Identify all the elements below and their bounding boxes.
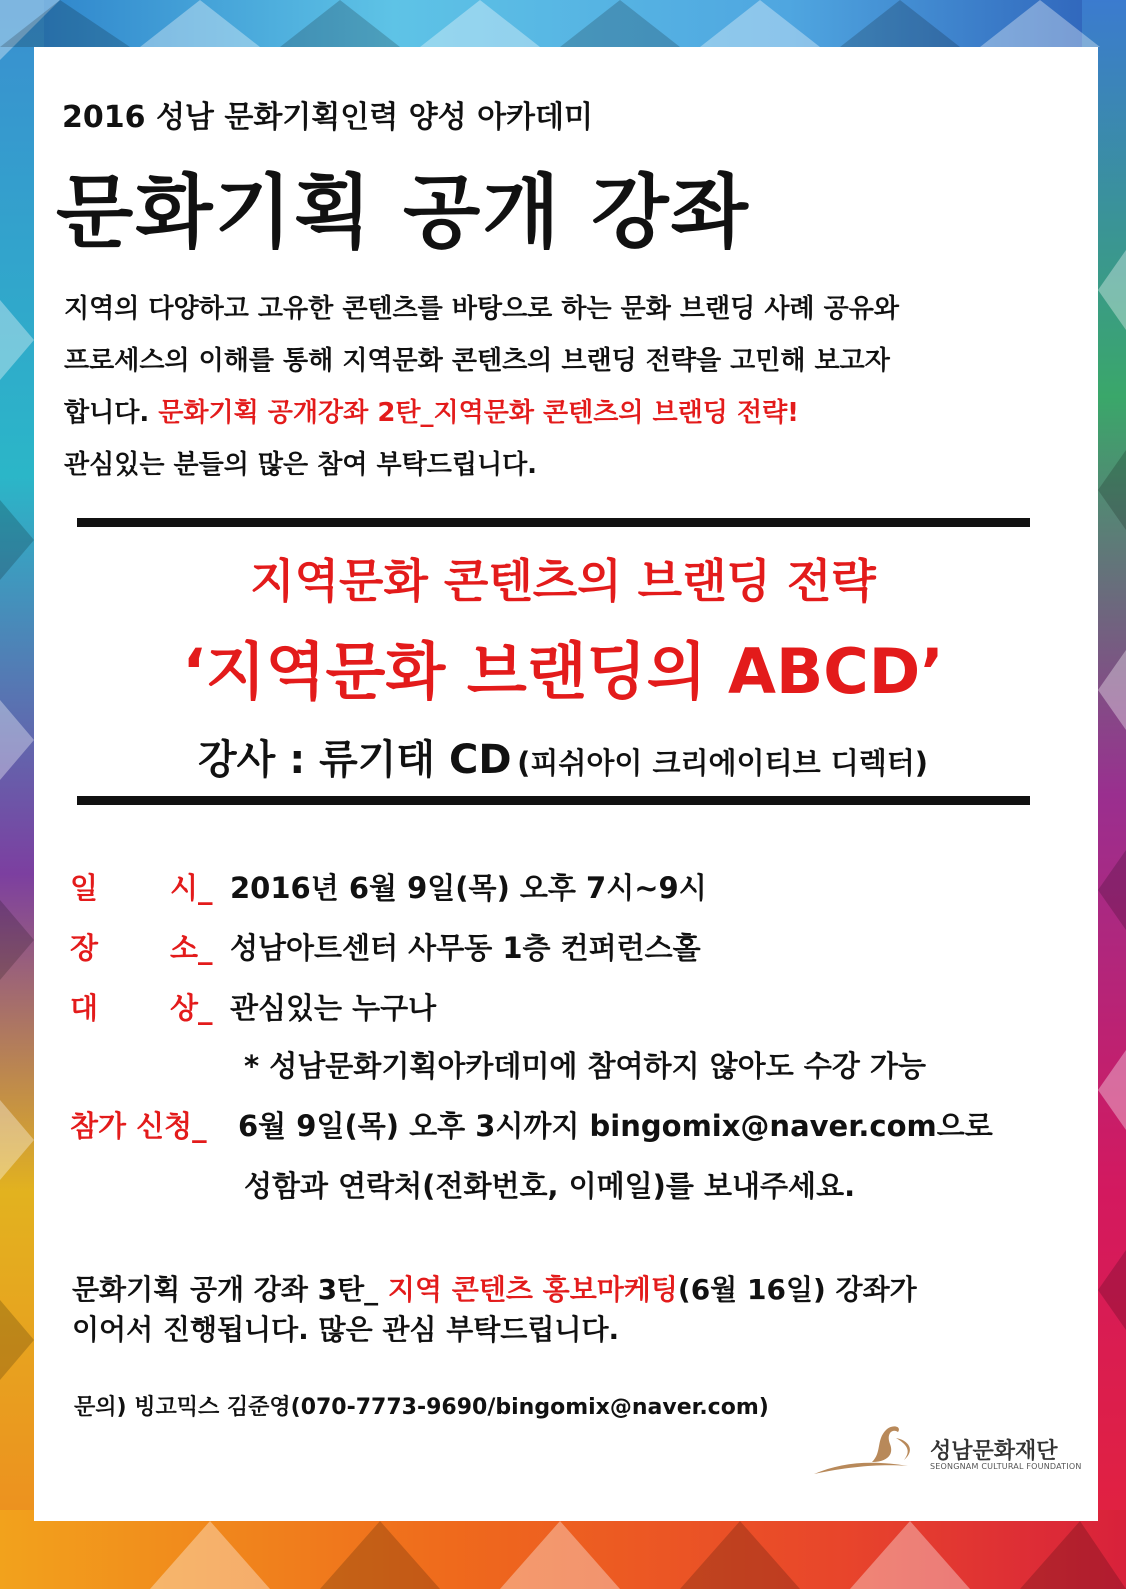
detail-target — [70, 986, 436, 1027]
detail-apply — [70, 1104, 993, 1145]
logo-english: SEONGNAM CULTURAL FOUNDATION — [930, 1462, 1082, 1471]
target-label-a: 대 — [70, 991, 99, 1025]
intro-highlight: 문화기획 공개강좌 2탄_지역문화 콘텐츠의 브랜딩 전략! — [158, 398, 800, 428]
intro-line-2: 프로세스의 이해를 통해 지역문화 콘텐츠의 브랜딩 전략을 고민해 보고자 — [64, 346, 890, 376]
next-lecture-line-2: 이어서 진행됩니다. 많은 관심 부탁드립니다. — [72, 1313, 620, 1346]
academy-title: 2016 성남 문화기획인력 양성 아카데미 — [62, 100, 593, 135]
lecturer-role: (피쉬아이 크리에이티브 디렉터) — [517, 746, 928, 780]
foundation-logo — [812, 1422, 1082, 1482]
lecturer-line — [0, 728, 1126, 785]
place-label-b: 소_ — [170, 931, 213, 965]
divider-top — [77, 518, 1030, 527]
next-lecture-line-1 — [72, 1268, 917, 1308]
swan-logo-icon — [812, 1422, 924, 1480]
apply-label: 참가 신청_ — [70, 1109, 207, 1143]
target-value: 관심있는 누구나 — [230, 991, 437, 1025]
intro-line-1: 지역의 다양하고 고유한 콘텐츠를 바탕으로 하는 문화 브랜딩 사례 공유와 — [64, 294, 899, 324]
apply-value: 6월 9일(목) 오후 3시까지 bingomix@naver.com으로 — [238, 1109, 993, 1143]
next-suffix: (6월 16일) 강좌가 — [677, 1273, 917, 1306]
target-label-b: 상_ — [170, 991, 213, 1025]
intro-line-3-text: 합니다. — [64, 398, 159, 428]
lecture-subtitle: 지역문화 콘텐츠의 브랜딩 전략 — [250, 554, 876, 608]
apply-value-2: 성함과 연락처(전화번호, 이메일)를 보내주세요. — [244, 1169, 856, 1203]
next-highlight: 지역 콘텐츠 홍보마케팅 — [387, 1273, 678, 1306]
logo-name: 성남문화재단 — [930, 1439, 1058, 1464]
detail-date — [70, 866, 707, 907]
place-value: 성남아트센터 사무동 1층 컨퍼런스홀 — [230, 931, 701, 965]
target-note: * 성남문화기획아카데미에 참여하지 않아도 수강 가능 — [244, 1049, 926, 1083]
lecturer-name: 강사 : 류기태 CD — [197, 737, 512, 783]
next-prefix: 문화기획 공개 강좌 3탄_ — [72, 1273, 388, 1306]
divider-bottom — [77, 796, 1030, 805]
date-label-b: 시_ — [170, 871, 213, 905]
date-label-a: 일 — [70, 871, 99, 905]
contact-info: 문의) 빙고믹스 김준영(070-7773-9690/bingomix@naver.com) — [74, 1395, 769, 1420]
detail-place — [70, 926, 701, 967]
date-value: 2016년 6월 9일(목) 오후 7시~9시 — [230, 871, 707, 905]
intro-line-4: 관심있는 분들의 많은 참여 부탁드립니다. — [64, 450, 538, 480]
page-title: 문화기획 공개 강좌 — [56, 166, 750, 259]
place-label-a: 장 — [70, 931, 99, 965]
intro-line-3 — [64, 392, 799, 429]
lecture-title: ‘지역문화 브랜딩의 ABCD’ — [182, 635, 944, 708]
